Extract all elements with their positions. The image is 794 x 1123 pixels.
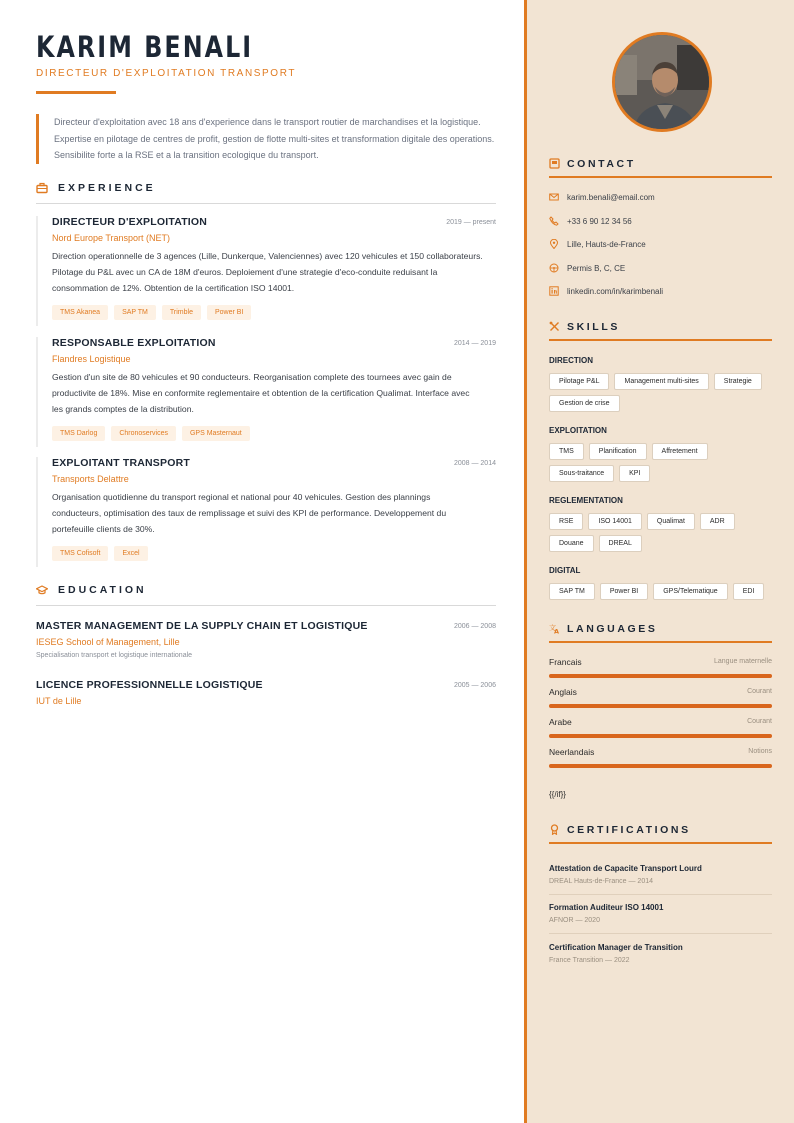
language-bar-fill	[549, 674, 772, 678]
certification-title: Formation Auditeur ISO 14001	[549, 903, 664, 912]
skill-category: EXPLOITATION	[549, 426, 607, 435]
tool-tag: GPS Masternaut	[182, 426, 250, 441]
contact-heading	[549, 158, 772, 178]
skill-chip: TMS	[549, 443, 584, 460]
language-bar-fill	[549, 704, 772, 708]
skill-chip: Power BI	[600, 583, 648, 600]
language-level: Courant	[747, 718, 772, 725]
job-company: Nord Europe Transport (NET)	[52, 233, 171, 243]
location-icon	[549, 239, 559, 249]
language-bar	[549, 674, 772, 678]
job-title: DIRECTEUR D'EXPLOITATION	[52, 216, 208, 228]
certification-issuer: AFNOR — 2020	[549, 917, 600, 924]
degree-title: LICENCE PROFESSIONNELLE LOGISTIQUE	[36, 679, 263, 691]
certification-title: Certification Manager de Transition	[549, 943, 683, 952]
skill-chip: Strategie	[714, 373, 762, 390]
job-description	[52, 489, 496, 537]
candidate-role: DIRECTEUR D'EXPLOITATION TRANSPORT	[36, 68, 297, 79]
job-tags	[52, 546, 496, 561]
skill-chip: Pilotage P&L	[549, 373, 609, 390]
summary-line: Directeur d'exploitation avec 18 ans d'experience dans le transport routier de marchandises et la logistique.	[54, 117, 481, 127]
languages-heading	[549, 623, 772, 643]
skill-chip: Affretement	[652, 443, 708, 460]
education-heading	[36, 584, 496, 606]
svg-text:A: A	[554, 627, 560, 634]
job-date: 2019 — present	[446, 219, 496, 226]
job-description-line: Gestion d'un site de 80 vehicules et 90 conducteurs. Reorganisation complete des tournees avec gain de	[52, 372, 452, 382]
tool-tag: Trimble	[162, 305, 201, 320]
language-level: Courant	[747, 688, 772, 695]
job-company: Transports Delattre	[52, 474, 129, 484]
skill-chip: Management multi-sites	[614, 373, 708, 390]
degree-title: MASTER MANAGEMENT DE LA SUPPLY CHAIN ET LOGISTIQUE	[36, 620, 368, 632]
language-bar-fill	[549, 764, 772, 768]
degree-school: IESEG School of Management, Lille	[36, 637, 180, 647]
license-value: Permis B, C, CE	[567, 264, 626, 273]
job-description-line: portefeuille clients de 30%.	[52, 524, 155, 534]
tool-tag: Power BI	[207, 305, 251, 320]
language-item	[549, 687, 772, 697]
profile-summary	[36, 114, 496, 164]
languages-title: LANGUAGES	[567, 623, 658, 635]
job-description-line: conducteurs, optimisation des taux de remplissage et suivi des KPI de performance. Developpement du	[52, 508, 447, 518]
job-description	[52, 369, 496, 417]
certification-item	[549, 943, 772, 973]
phone-icon	[549, 216, 559, 226]
education-entry	[36, 620, 496, 659]
degree-note: Specialisation transport et logistique internationale	[36, 652, 193, 659]
tool-tag: Excel	[114, 546, 147, 561]
steering-wheel-icon	[549, 263, 559, 273]
graduation-cap-icon	[36, 584, 48, 596]
skill-chip: Sous-traitance	[549, 465, 614, 482]
language-level: Langue maternelle	[714, 658, 772, 665]
role-underline	[36, 91, 116, 94]
briefcase-icon	[36, 182, 48, 194]
email-value: karim.benali@email.com	[567, 193, 655, 202]
language-bar	[549, 704, 772, 708]
experience-heading	[36, 182, 496, 204]
job-date: 2008 — 2014	[453, 460, 496, 467]
skill-chip: KPI	[619, 465, 650, 482]
language-item	[549, 747, 772, 757]
education-entry	[36, 679, 496, 706]
language-name: Francais	[549, 657, 582, 667]
experience-entry	[36, 457, 496, 567]
skill-chip: ADR	[700, 513, 735, 530]
skill-category: REGLEMENTATION	[549, 496, 623, 505]
job-title: EXPLOITANT TRANSPORT	[52, 457, 190, 469]
contact-title: CONTACT	[567, 158, 636, 170]
degree-school: IUT de Lille	[36, 696, 82, 706]
skill-chip: EDI	[733, 583, 765, 600]
candidate-name: KARIM BENALI	[36, 30, 254, 64]
skills-heading	[549, 321, 772, 341]
job-description	[52, 248, 496, 296]
skill-category: DIRECTION	[549, 356, 593, 365]
degree-date: 2005 — 2006	[453, 682, 496, 689]
location-value: Lille, Hauts-de-France	[567, 240, 646, 249]
job-description-line: Pilotage du P&L avec un CA de 18M d'euros. Deploiement d'une strategie d'eco-conduite reduisant la	[52, 267, 438, 277]
skill-chips	[549, 513, 772, 552]
translate-icon	[549, 623, 560, 634]
skill-chip: Douane	[549, 535, 594, 552]
language-level: Notions	[748, 748, 772, 755]
contact-card-icon	[549, 158, 560, 169]
skill-chip: SAP TM	[549, 583, 595, 600]
job-company: Flandres Logistique	[52, 354, 131, 364]
skill-chips	[549, 443, 772, 482]
certifications-title: CERTIFICATIONS	[567, 824, 691, 836]
certification-item	[549, 903, 772, 934]
summary-line: Sensibilite forte a la RSE et a la transition ecologique du transport.	[54, 150, 319, 160]
job-tags	[52, 426, 496, 441]
skill-chip: Planification	[589, 443, 647, 460]
language-bar	[549, 764, 772, 768]
skill-chips	[549, 583, 772, 600]
job-tags	[52, 305, 496, 320]
skills-title: SKILLS	[567, 321, 620, 333]
linkedin-value: linkedin.com/in/karimbenali	[567, 287, 664, 296]
skill-chip: ISO 14001	[588, 513, 641, 530]
job-description-line: productivite de 18%. Mise en conformite reglementaire et obtention de la certification Qualimat. Interface avec	[52, 388, 470, 398]
skill-chip: Qualimat	[647, 513, 695, 530]
skill-chip: Gestion de crise	[549, 395, 620, 412]
certification-title: Attestation de Capacite Transport Lourd	[549, 864, 702, 873]
linkedin-icon	[549, 286, 559, 296]
tool-tag: TMS Cofisoft	[52, 546, 108, 561]
summary-line: Expertise en pilotage de centres de profit, gestion de flotte multi-sites et transformation digitale des operations.	[54, 133, 495, 144]
job-description-line: les grands comptes de la distribution.	[52, 404, 194, 414]
language-bar	[549, 734, 772, 738]
certifications-heading	[549, 824, 772, 844]
tool-tag: Chronoservices	[111, 426, 176, 441]
template-placeholder-text: {{/if}}	[549, 790, 566, 799]
certification-issuer: France Transition — 2022	[549, 957, 630, 964]
tools-icon	[549, 321, 560, 332]
language-item	[549, 717, 772, 727]
language-name: Arabe	[549, 717, 572, 727]
education-title: EDUCATION	[58, 584, 147, 596]
language-bar-fill	[549, 734, 772, 738]
job-description-line: consommation de 12%. Obtention de la certification ISO 14001.	[52, 283, 295, 293]
tool-tag: SAP TM	[114, 305, 156, 320]
award-icon	[549, 824, 560, 835]
job-description-line: Organisation quotidienne du transport regional et national pour 40 vehicules. Gestion des plannings	[52, 492, 431, 502]
language-name: Anglais	[549, 687, 577, 697]
job-description-line: Direction operationnelle de 3 agences (Lille, Dunkerque, Valenciennes) avec 120 vehicules et 150 collaborateurs.	[52, 251, 483, 261]
tool-tag: TMS Darlog	[52, 426, 105, 441]
skill-category: DIGITAL	[549, 566, 581, 575]
mail-icon	[549, 192, 559, 202]
svg-text:文: 文	[549, 624, 556, 632]
skill-chips	[549, 373, 772, 412]
phone-value: +33 6 90 12 34 56	[567, 217, 632, 226]
tool-tag: TMS Akanea	[52, 305, 108, 320]
profile-photo	[612, 32, 712, 132]
language-name: Neerlandais	[549, 747, 595, 757]
degree-date: 2006 — 2008	[453, 623, 496, 630]
skill-chip: GPS/Telematique	[653, 583, 727, 600]
language-item	[549, 657, 772, 667]
experience-entry	[36, 216, 496, 326]
certification-item	[549, 864, 772, 895]
experience-entry	[36, 337, 496, 447]
job-date: 2014 — 2019	[453, 340, 496, 347]
skill-chip: DREAL	[599, 535, 642, 552]
certification-issuer: DREAL Hauts-de-France — 2014	[549, 878, 654, 885]
experience-title: EXPERIENCE	[58, 182, 156, 194]
skill-chip: RSE	[549, 513, 583, 530]
job-title: RESPONSABLE EXPLOITATION	[52, 337, 216, 349]
